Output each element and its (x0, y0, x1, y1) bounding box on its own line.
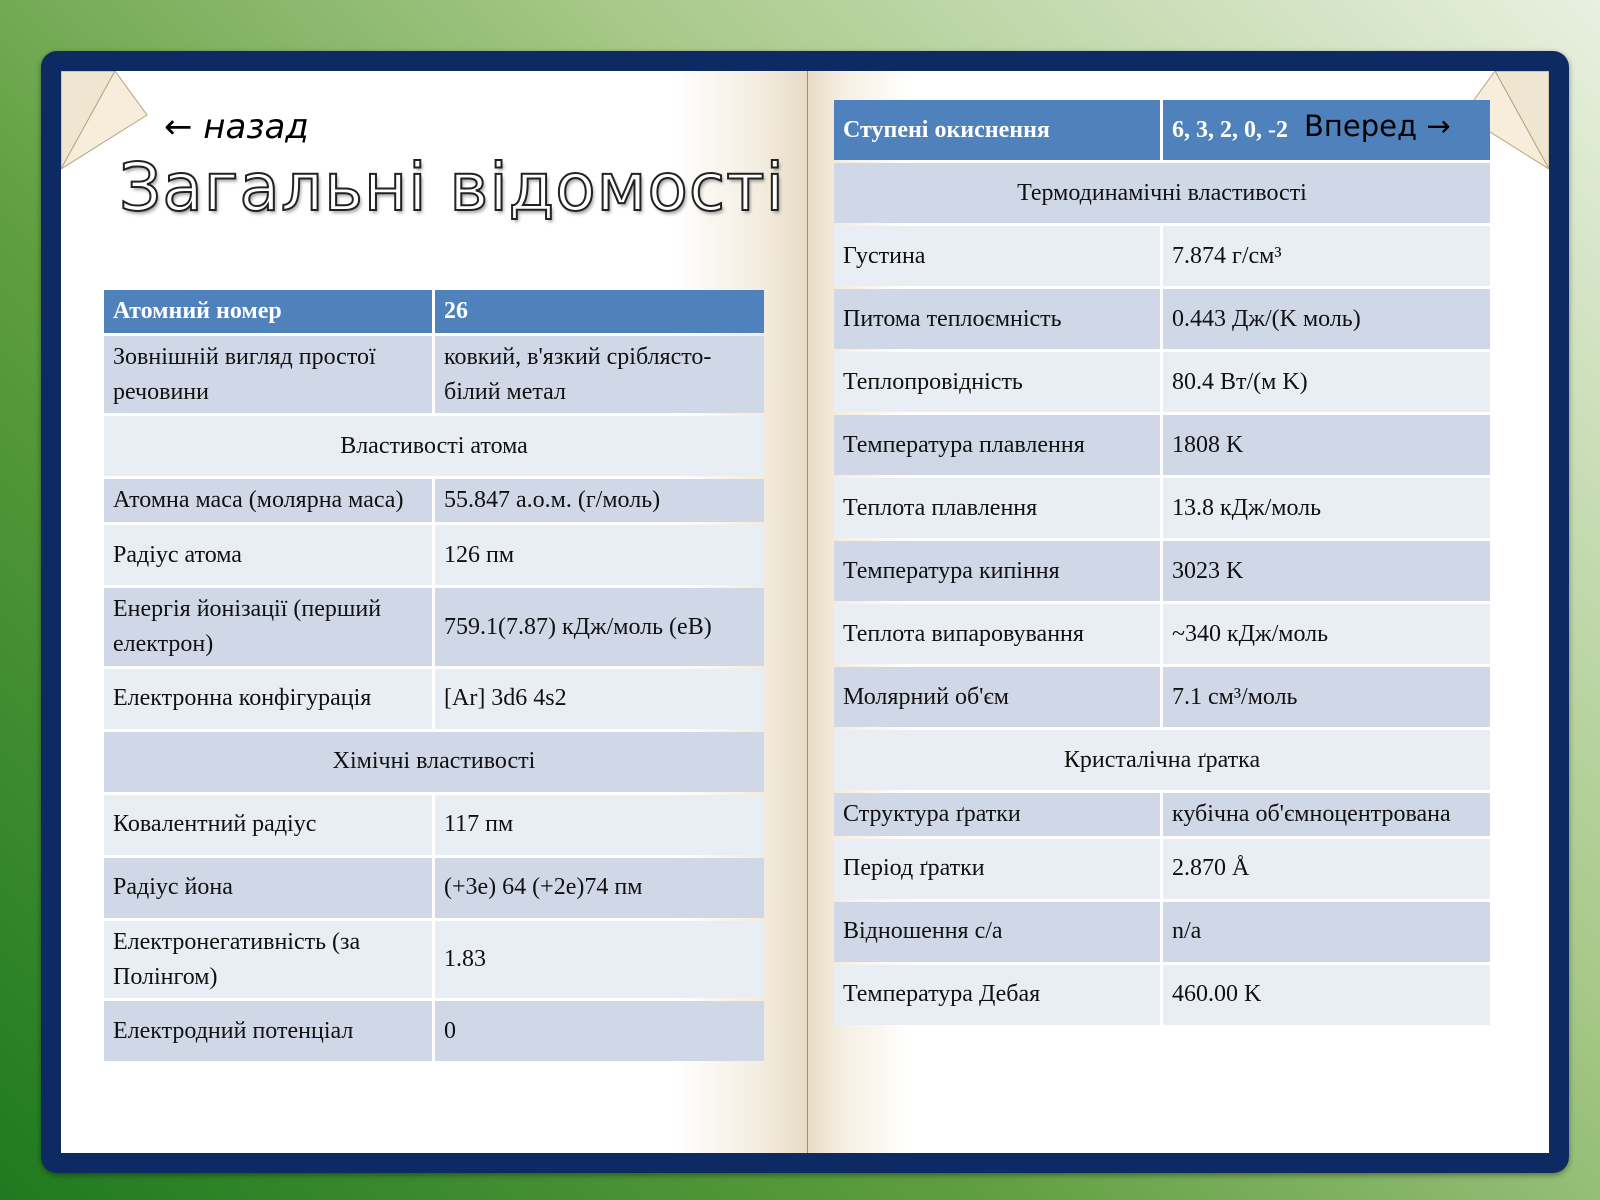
right-properties-table (831, 97, 1493, 1028)
row-label: Зовнішній вигляд простої речовини (104, 336, 432, 414)
header-value: 26 (435, 290, 764, 333)
back-link[interactable]: ← назад (164, 107, 309, 147)
page-title: Загальні відомості (119, 149, 785, 226)
table-row (834, 415, 1490, 475)
row-label: Молярний об'єм (834, 667, 1160, 727)
row-label: Ковалентний радіус (104, 795, 432, 855)
slide-frame (41, 51, 1569, 1173)
row-value: 1.83 (435, 921, 764, 999)
table-row (104, 336, 764, 414)
table-row (104, 921, 764, 999)
table-row (834, 289, 1490, 349)
row-value: 2.870 Å (1163, 839, 1490, 899)
row-value: 80.4 Вт/(м K) (1163, 352, 1490, 412)
table-row (834, 965, 1490, 1025)
row-label: Теплота випаровування (834, 604, 1160, 664)
section-title: Кристалічна ґратка (834, 730, 1490, 790)
row-value: 55.847 а.о.м. (г/моль) (435, 479, 764, 522)
row-label: Атомна маса (молярна маса) (104, 479, 432, 522)
row-label: Структура ґратки (834, 793, 1160, 836)
section-title: Хімічні властивості (104, 732, 764, 792)
book-pages (61, 71, 1549, 1153)
table-row (834, 604, 1490, 664)
header-label: Атомний номер (104, 290, 432, 333)
row-label: Густина (834, 226, 1160, 286)
table-row (834, 352, 1490, 412)
section-row (834, 163, 1490, 223)
table-row (834, 226, 1490, 286)
section-title: Властивості атома (104, 416, 764, 476)
table-row (834, 541, 1490, 601)
row-label: Температура плавлення (834, 415, 1160, 475)
row-value: 126 пм (435, 525, 764, 585)
row-label: Енергія йонізації (перший електрон) (104, 588, 432, 666)
row-value: 7.874 г/см³ (1163, 226, 1490, 286)
row-label: Відношення c/a (834, 902, 1160, 962)
row-value: 0.443 Дж/(K моль) (1163, 289, 1490, 349)
table-row (834, 667, 1490, 727)
row-label: Питома теплоємність (834, 289, 1160, 349)
row-label: Радіус йона (104, 858, 432, 918)
header-label: Ступені окиснення (834, 100, 1160, 160)
table-row (104, 479, 764, 522)
row-value: ~340 кДж/моль (1163, 604, 1490, 664)
row-value: 0 (435, 1001, 764, 1061)
row-label: Теплопровідність (834, 352, 1160, 412)
table-row (104, 795, 764, 855)
section-row (834, 730, 1490, 790)
table-header-row (104, 290, 764, 333)
row-label: Електронегативність (за Полінгом) (104, 921, 432, 999)
table-row (104, 1001, 764, 1061)
row-value: (+3e) 64 (+2e)74 пм (435, 858, 764, 918)
row-label: Температура Дебая (834, 965, 1160, 1025)
row-label: Теплота плавлення (834, 478, 1160, 538)
header-value: 6, 3, 2, 0, -2 (1163, 100, 1490, 160)
row-value: 117 пм (435, 795, 764, 855)
row-value: 1808 K (1163, 415, 1490, 475)
row-value: 3023 K (1163, 541, 1490, 601)
table-row (834, 839, 1490, 899)
row-value: 759.1(7.87) кДж/моль (еВ) (435, 588, 764, 666)
section-row (104, 416, 764, 476)
table-row (834, 478, 1490, 538)
row-value: n/a (1163, 902, 1490, 962)
row-label: Температура кипіння (834, 541, 1160, 601)
row-value: кубічна об'ємноцентрована (1163, 793, 1490, 836)
table-row (104, 858, 764, 918)
row-label: Електронна конфігурація (104, 669, 432, 729)
section-row (104, 732, 764, 792)
row-label: Електродний потенціал (104, 1001, 432, 1061)
row-value: ковкий, в'язкий сріблясто-білий метал (435, 336, 764, 414)
next-link[interactable]: Вперед → (1304, 109, 1451, 143)
row-label: Радіус атома (104, 525, 432, 585)
row-value: 13.8 кДж/моль (1163, 478, 1490, 538)
table-row (104, 525, 764, 585)
row-value: 460.00 K (1163, 965, 1490, 1025)
table-row (834, 793, 1490, 836)
table-row (104, 588, 764, 666)
left-properties-table (101, 287, 767, 1064)
row-value: [Ar] 3d6 4s2 (435, 669, 764, 729)
row-label: Період ґратки (834, 839, 1160, 899)
row-value: 7.1 см³/моль (1163, 667, 1490, 727)
table-row (104, 669, 764, 729)
book-spine (807, 71, 808, 1153)
section-title: Термодинамічні властивості (834, 163, 1490, 223)
table-row (834, 902, 1490, 962)
